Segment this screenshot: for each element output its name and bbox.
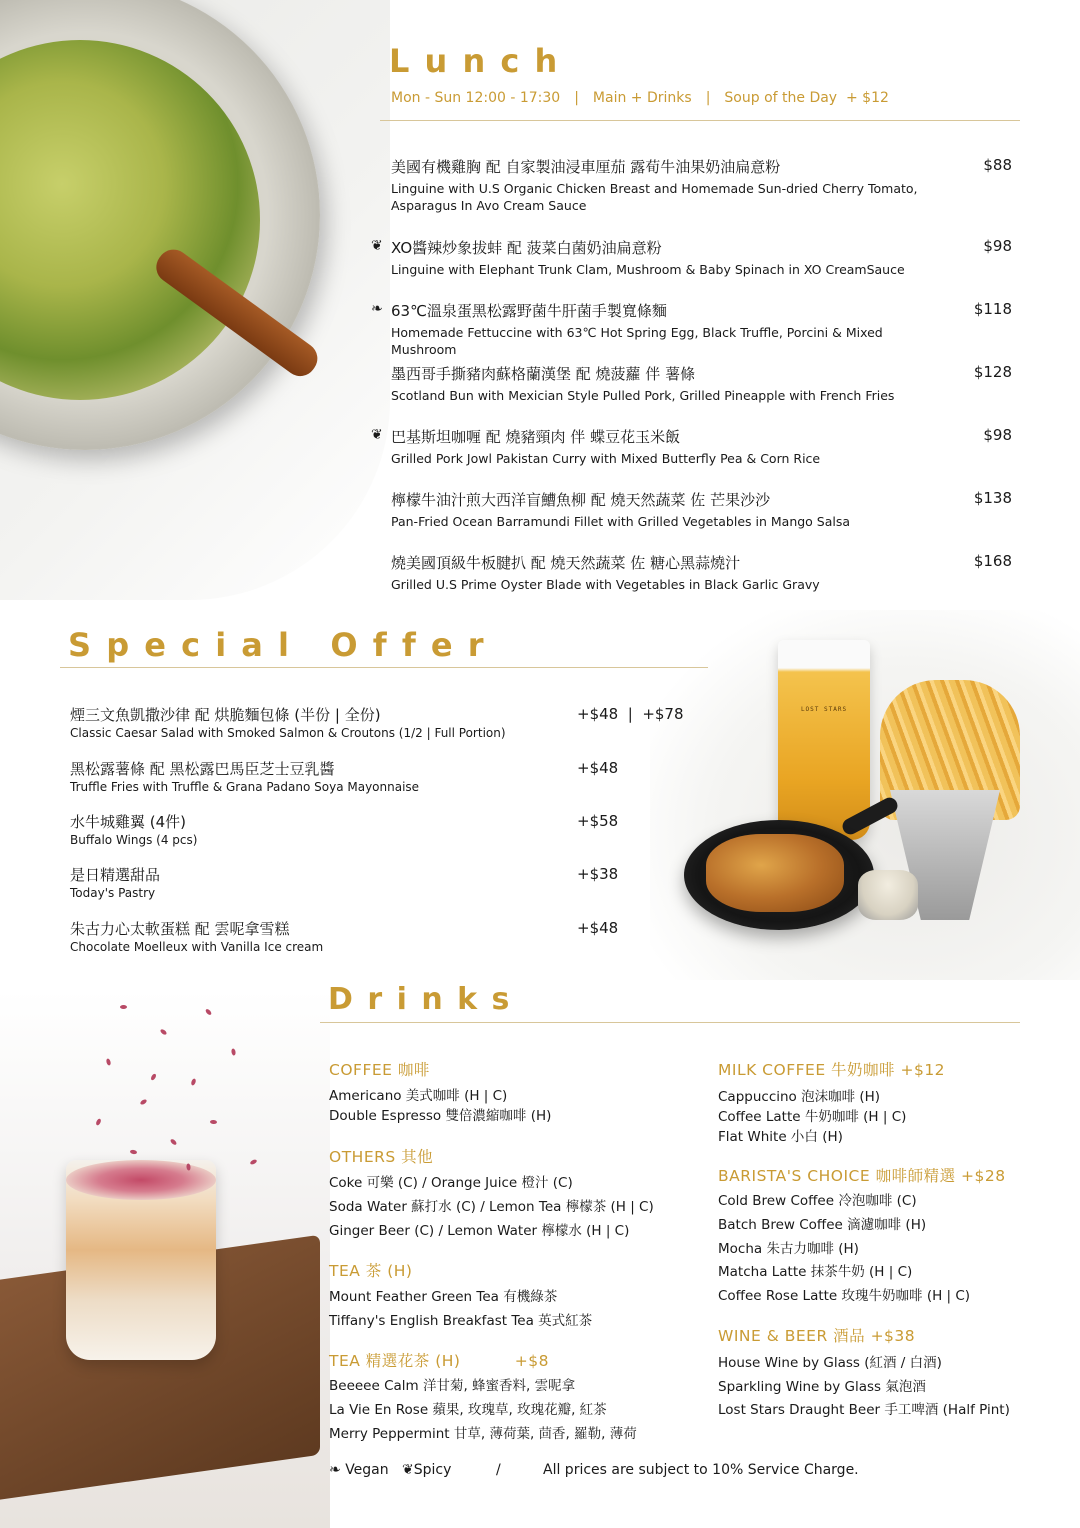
lunch-item-name-en: Grilled Pork Jowl Pakistan Curry with Mixed Butterfly Pea & Corn Rice [391,451,821,466]
barista-item: Batch Brew Coffee 滴濾咖啡 (H) [718,1217,927,1233]
chili-icon: ❦ [371,427,383,443]
drinks-title: D r i n k s [328,982,512,1017]
lunch-item-name-zh: XO醬辣炒象拔蚌 配 菠菜白菌奶油扁意粉 [391,239,662,257]
drinks-divider [320,1022,1020,1023]
milk-coffee-heading: MILK COFFEE 牛奶咖啡 +$12 [718,1061,946,1079]
legend-spicy-label: Spicy [413,1462,452,1478]
barista-item: Mocha 朱古力咖啡 (H) [718,1241,859,1257]
legend-vegan-label: Vegan [345,1462,389,1478]
lunch-item [391,552,921,593]
lunch-soup: Soup of the Day + $12 [724,90,889,106]
wine-beer-item: House Wine by Glass (紅酒 / 白酒) [718,1355,942,1371]
legend-spicy [402,1462,451,1478]
lunch-item-name-en: Grilled U.S Prime Oyster Blade with Vegetables in Black Garlic Gravy [391,577,820,592]
lunch-info [391,90,889,106]
leaf-icon: ❧ [329,1462,341,1478]
special-item [70,758,419,794]
lunch-title: L u n c h [389,42,560,80]
lunch-separator: | [574,90,579,106]
special-item-name-zh: 黑松露薯條 配 黑松露巴馬臣芝士豆乳醬 [70,760,335,778]
lunch-item [391,156,921,214]
lunch-item-name-en: Scotland Bun with Mexician Style Pulled Pork, Grilled Pineapple with French Fries [391,388,895,403]
tea-heading: TEA 茶 (H) [329,1262,413,1280]
lunch-item-price: $138 [973,489,1012,507]
special-item [70,918,323,954]
special-item-name-en: Buffalo Wings (4 pcs) [70,833,198,847]
tea-item: Tiffany's English Breakfast Tea 英式紅茶 [329,1313,593,1329]
service-charge-note: All prices are subject to 10% Service Charge. [543,1462,859,1478]
lunch-item-price: $118 [973,300,1012,318]
others-heading: OTHERS 其他 [329,1148,434,1166]
lunch-item-name-zh: 燒美國頂級牛板腱扒 配 燒天然蔬菜 佐 糖心黑蒜燒汁 [391,554,741,572]
footer-separator: / [496,1462,501,1478]
special-item-price: +$48 [577,759,619,777]
lunch-item-name-zh: 檸檬牛油汁煎大西洋盲鰽魚柳 配 燒天然蔬菜 佐 芒果沙沙 [391,491,771,509]
barista-heading: BARISTA'S CHOICE 咖啡師精選 +$28 [718,1167,1006,1185]
wine-beer-heading: WINE & BEER 酒品 +$38 [718,1327,916,1345]
special-item-name-en: Today's Pastry [70,886,156,900]
wings-image [706,834,844,912]
special-item [70,811,197,847]
lunch-item-price: $168 [973,552,1012,570]
lunch-item [391,237,921,278]
beer-glass-logo: LOST STARS [800,706,848,713]
milk-coffee-item: Flat White 小白 (H) [718,1129,843,1145]
lunch-item-price: $98 [983,237,1012,255]
rose-petal [210,1120,217,1125]
leaf-icon: ❧ [371,301,383,317]
milk-coffee-item: Coffee Latte 牛奶咖啡 (H | C) [718,1109,907,1125]
tea2-item: Merry Peppermint 甘草, 薄荷葉, 茴香, 羅勒, 薄荷 [329,1426,637,1442]
special-item-name-zh: 是日精選甜品 [70,866,161,884]
special-item-name-en: Chocolate Moelleux with Vanilla Ice cream [70,940,324,954]
lunch-item [391,426,921,467]
barista-item: Cold Brew Coffee 冷泡咖啡 (C) [718,1193,917,1209]
lunch-separator: | [705,90,711,106]
lunch-item-price: $98 [983,426,1012,444]
special-item-name-en: Truffle Fries with Truffle & Grana Padano Soya Mayonnaise [70,780,420,794]
coffee-item: Double Espresso 雙倍濃縮咖啡 (H) [329,1108,552,1124]
chili-icon: ❦ [371,238,383,254]
lunch-item-name-zh: 墨西哥手撕豬肉蘇格蘭漢堡 配 燒菠蘿 伴 薯條 [391,365,696,383]
lunch-item-price: $88 [983,156,1012,174]
barista-item: Coffee Rose Latte 玫瑰牛奶咖啡 (H | C) [718,1288,971,1304]
legend-vegan [329,1462,389,1478]
others-item: Coke 可樂 (C) / Orange Juice 橙汁 (C) [329,1175,573,1191]
lunch-main-drinks: Main + Drinks [592,90,692,106]
coffee-item: Americano 美式咖啡 (H | C) [329,1088,508,1104]
special-item-name-zh: 煙三文魚凱撒沙律 配 烘脆麵包條 (半份 | 全份) [70,706,381,724]
lunch-divider [380,120,1020,121]
special-item-name-zh: 水牛城雞翼 (4件) [70,813,187,831]
tea2-item: La Vie En Rose 蘋果, 玫瑰草, 玫瑰花瓣, 紅茶 [329,1402,607,1418]
beer-glass-image [778,640,870,840]
rose-petal [120,1005,127,1009]
lunch-item-name-zh: 美國有機雞胸 配 自家製油浸車厘茄 露荀牛油果奶油扁意粉 [391,158,781,176]
special-item-price: +$38 [577,865,619,883]
special-item-name-zh: 朱古力心太軟蛋糕 配 雲呢拿雪糕 [70,920,290,938]
lunch-item-name-en: Linguine with Elephant Trunk Clam, Mushroom & Baby Spinach in XO CreamSauce [391,262,905,277]
wine-beer-item: Lost Stars Draught Beer 手工啤酒 (Half Pint) [718,1402,1010,1418]
rose-petals-top-image [66,1160,216,1200]
barista-item: Matcha Latte 抹茶牛奶 (H | C) [718,1264,913,1280]
lunch-item [391,363,921,404]
others-item: Ginger Beer (C) / Lemon Water 檸檬水 (H | C) [329,1223,630,1239]
lunch-item-name-zh: 63℃溫泉蛋黑松露野菌牛肝菌手製寬條麵 [391,302,667,320]
special-title: S p e c i a l O f f e r [68,626,486,664]
tea2-item: Beeeee Calm 洋甘菊, 蜂蜜香料, 雲呢拿 [329,1378,576,1394]
special-item-price: +$48 | +$78 [577,705,684,723]
lunch-hours: Mon - Sun 12:00 - 17:30 [391,90,561,106]
special-item-price: +$48 [577,919,619,937]
special-item-price: +$58 [577,812,619,830]
milk-coffee-item: Cappuccino 泡沫咖啡 (H) [718,1089,881,1105]
lunch-item [391,489,921,530]
lunch-item-name-zh: 巴基斯坦咖喱 配 燒豬頸肉 伴 蝶豆花玉米飯 [391,428,681,446]
special-item [70,704,506,740]
chili-icon: ❦ [402,1462,414,1478]
special-item [70,864,160,900]
coffee-heading: COFFEE 咖啡 [329,1061,430,1079]
lunch-item-name-en: Homemade Fettuccine with 63℃ Hot Spring Egg, Black Truffle, Porcini & Mixed Mushroom [391,325,883,357]
special-divider [60,667,708,668]
sauce-cup-image [858,870,918,920]
others-item: Soda Water 蘇打水 (C) / Lemon Tea 檸檬茶 (H | C) [329,1199,654,1215]
lunch-item [391,300,921,358]
lunch-item-name-en: Linguine with U.S Organic Chicken Breast and Homemade Sun-dried Cherry Tomato, Asparagus In Avo Cream Sauce [391,181,918,213]
lunch-item-name-en: Pan-Fried Ocean Barramundi Fillet with Grilled Vegetables in Mango Salsa [391,514,851,529]
lunch-item-price: $128 [973,363,1012,381]
tea2-heading: TEA 精選花茶 (H) +$8 [329,1352,549,1370]
special-item-name-en: Classic Caesar Salad with Smoked Salmon & Croutons (1/2 | Full Portion) [70,726,506,740]
tea-item: Mount Feather Green Tea 有機綠茶 [329,1289,558,1305]
wine-beer-item: Sparkling Wine by Glass 氣泡酒 [718,1379,926,1395]
